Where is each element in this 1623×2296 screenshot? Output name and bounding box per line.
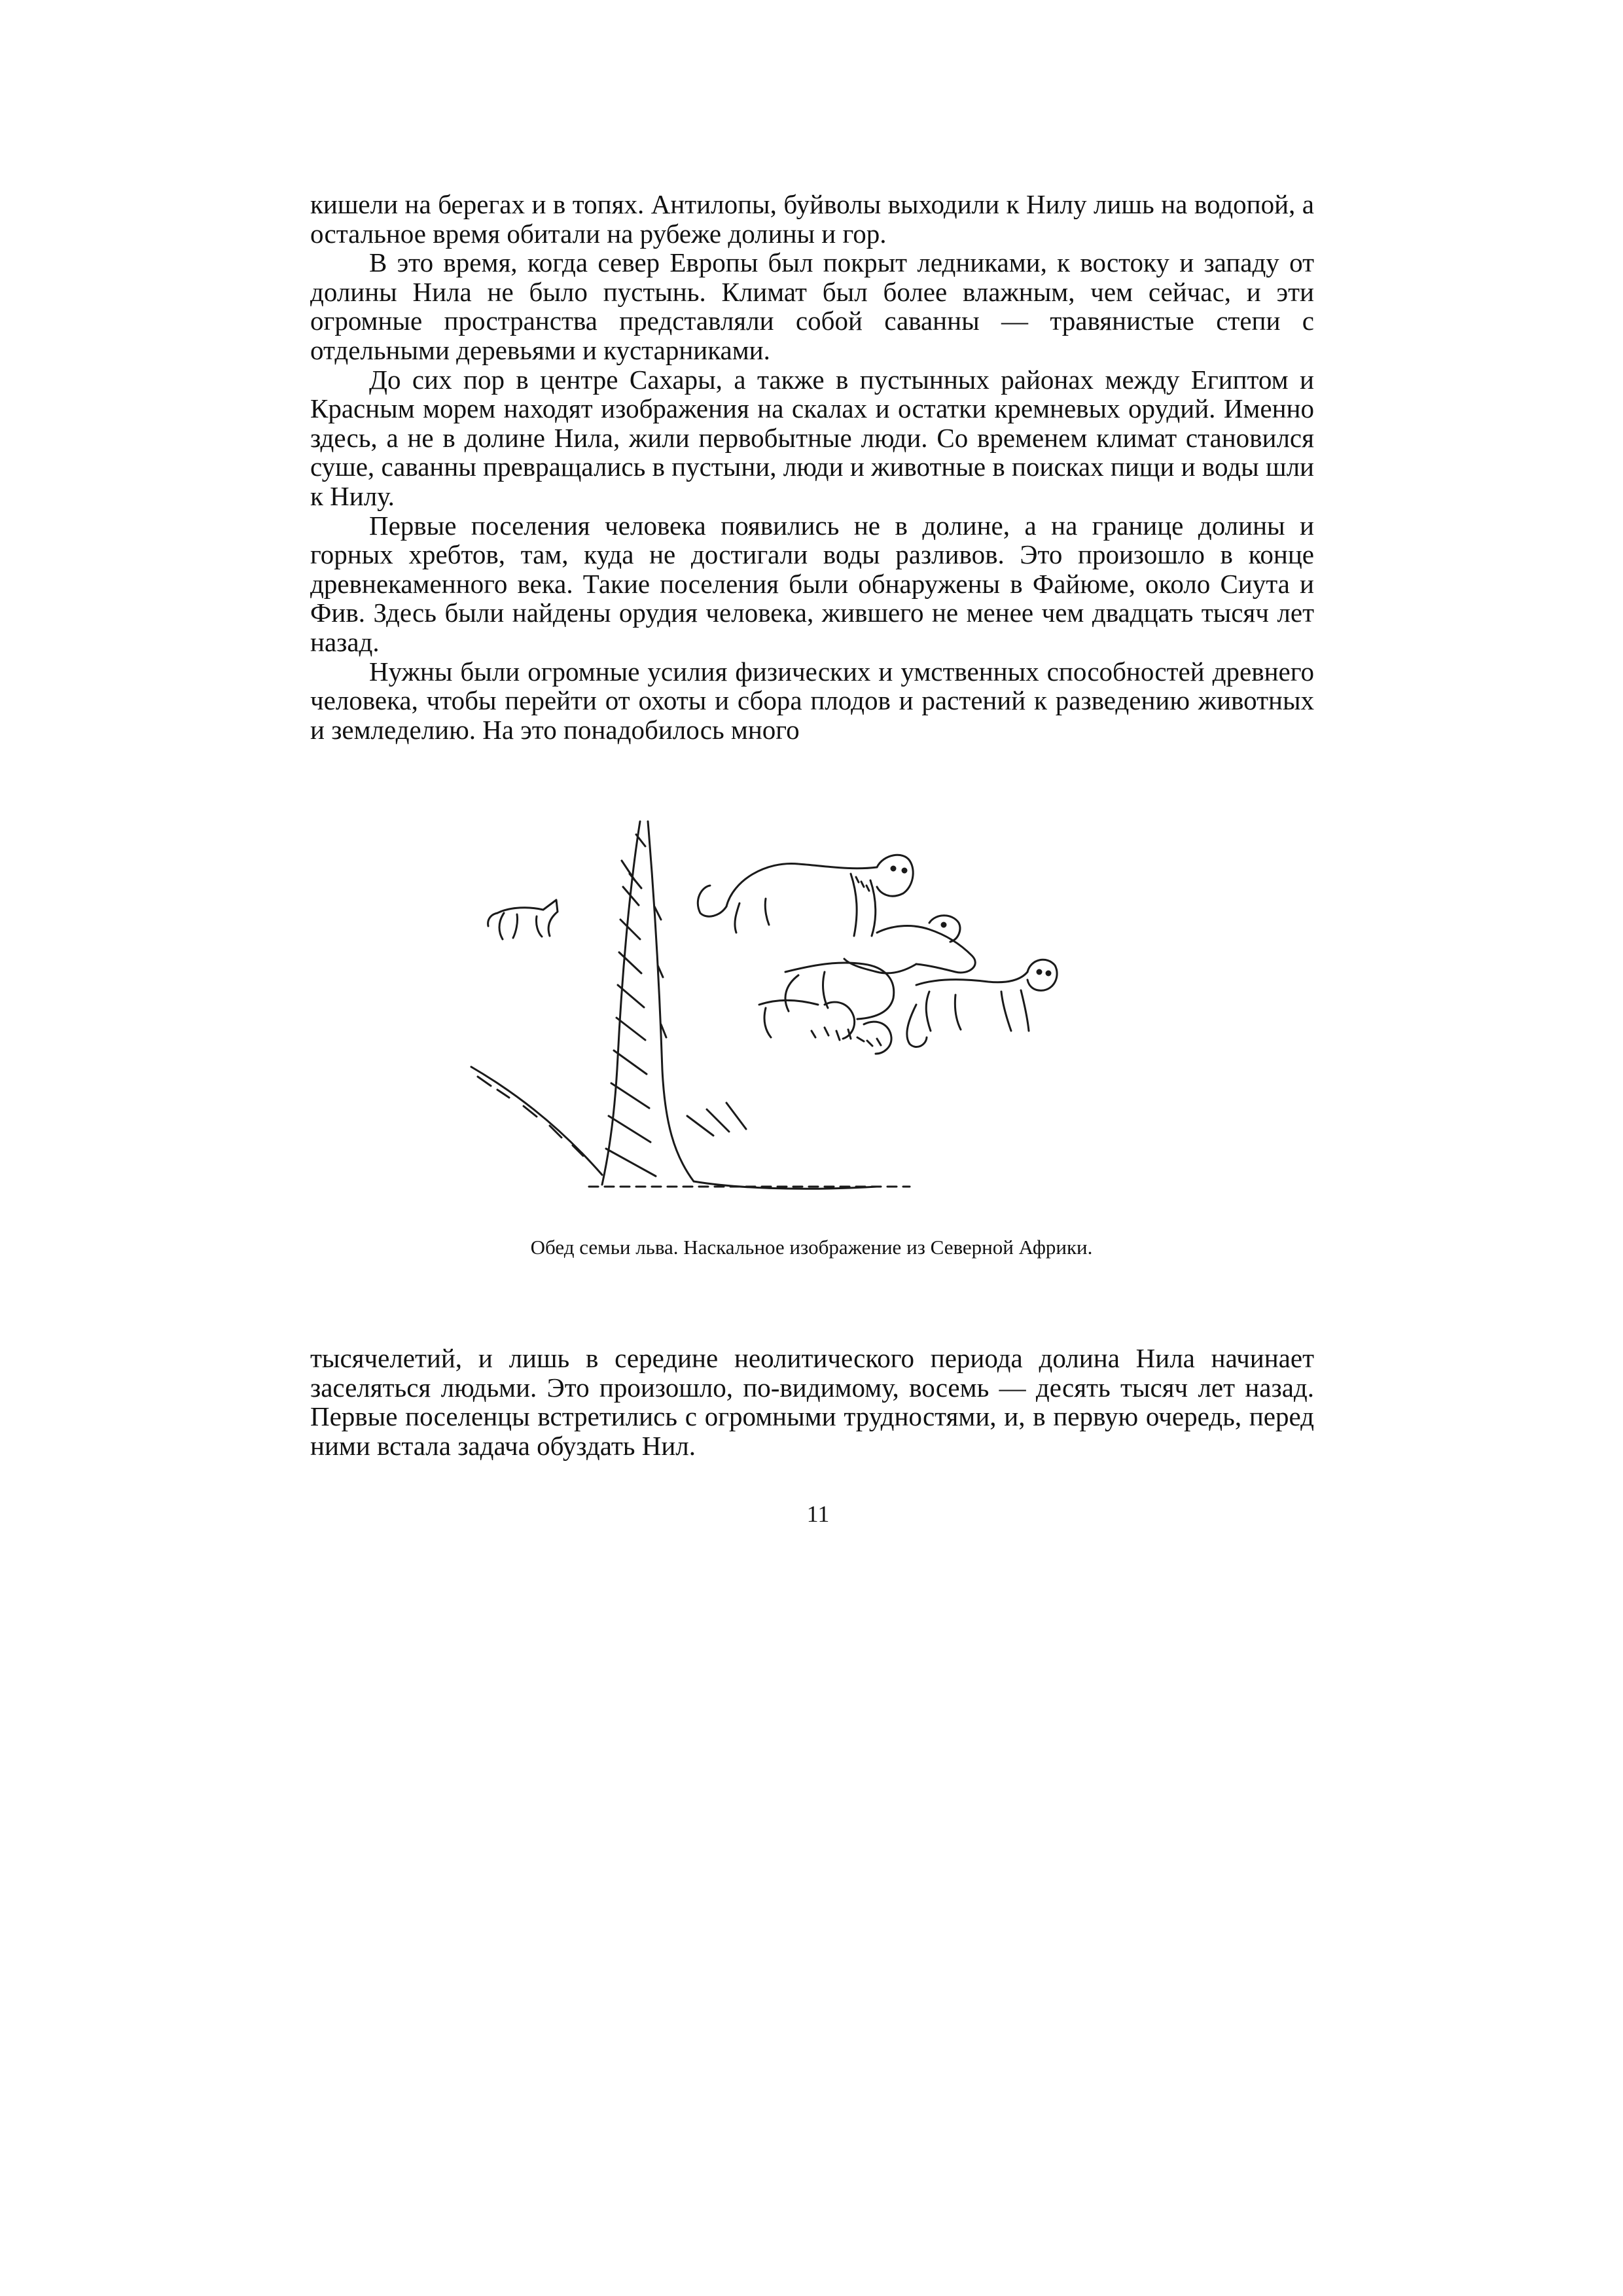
paragraph-2: В это время, когда север Европы был покрыт ледниками, к востоку и западу от долины Нила не было пустынь. Климат был более влажным, чем сейчас, и эти огромные пространства представляли собой саванны — травянистые степи с отдельными деревьями и кустарниками. — [310, 247, 1314, 365]
page-number: 11 — [806, 1501, 830, 1527]
lion-family-group-drawing — [759, 916, 1057, 1054]
paragraph-1: кишели на берегах и в топях. Антилопы, буйволы выходили к Нилу лишь на водопой, а остальное время обитали на рубеже долины и гор. — [310, 189, 1314, 249]
rock-art-illustration — [458, 808, 1217, 1208]
paragraph-6: тысячелетий, и лишь в середине неолитического периода долина Нила начинает заселяться людьми. Это произошло, по-видимому, восемь — десять тысяч лет назад. Первые поселенцы встретились с огромными трудностями, и, в первую очередь, перед ними встала задача обуздать Нил. — [310, 1343, 1314, 1461]
paragraph-3: До сих пор в центре Сахары, а также в пустынных районах между Египтом и Красным морем находят изображения на скалах и остатки кремневых орудий. Именно здесь, а не в долине Нила, жили первобытные люди. Со временем климат становился суше, саванны превращались в пустыни, люди и животные в поисках пищи и воды шли к Нилу. — [310, 364, 1314, 511]
paragraph-4: Первые поселения человека появились не в долине, а на границе долины и горных хребтов, там, куда не достигали воды разливов. Это произошло в конце древнекаменного века. Такие поселения были обнаружены в Файюме, около Сиута и Фив. Здесь были найдены орудия человека, жившего не менее чем двадцать тысяч лет назад. — [310, 510, 1314, 657]
text-block-top — [310, 190, 1314, 744]
lion-drawing-top — [698, 855, 913, 936]
text-block-bottom — [310, 1344, 1314, 1460]
figure-caption: Обед семьи льва. Наскальное изображение из Северной Африки. — [530, 1236, 1093, 1259]
paragraph-5: Нужны были огромные усилия физических и умственных способностей древнего человека, чтобы перейти от охоты и сбора плодов и растений к разведению животных и земледелию. На это понадобилось много — [310, 656, 1314, 745]
small-animal-drawing — [488, 900, 558, 939]
